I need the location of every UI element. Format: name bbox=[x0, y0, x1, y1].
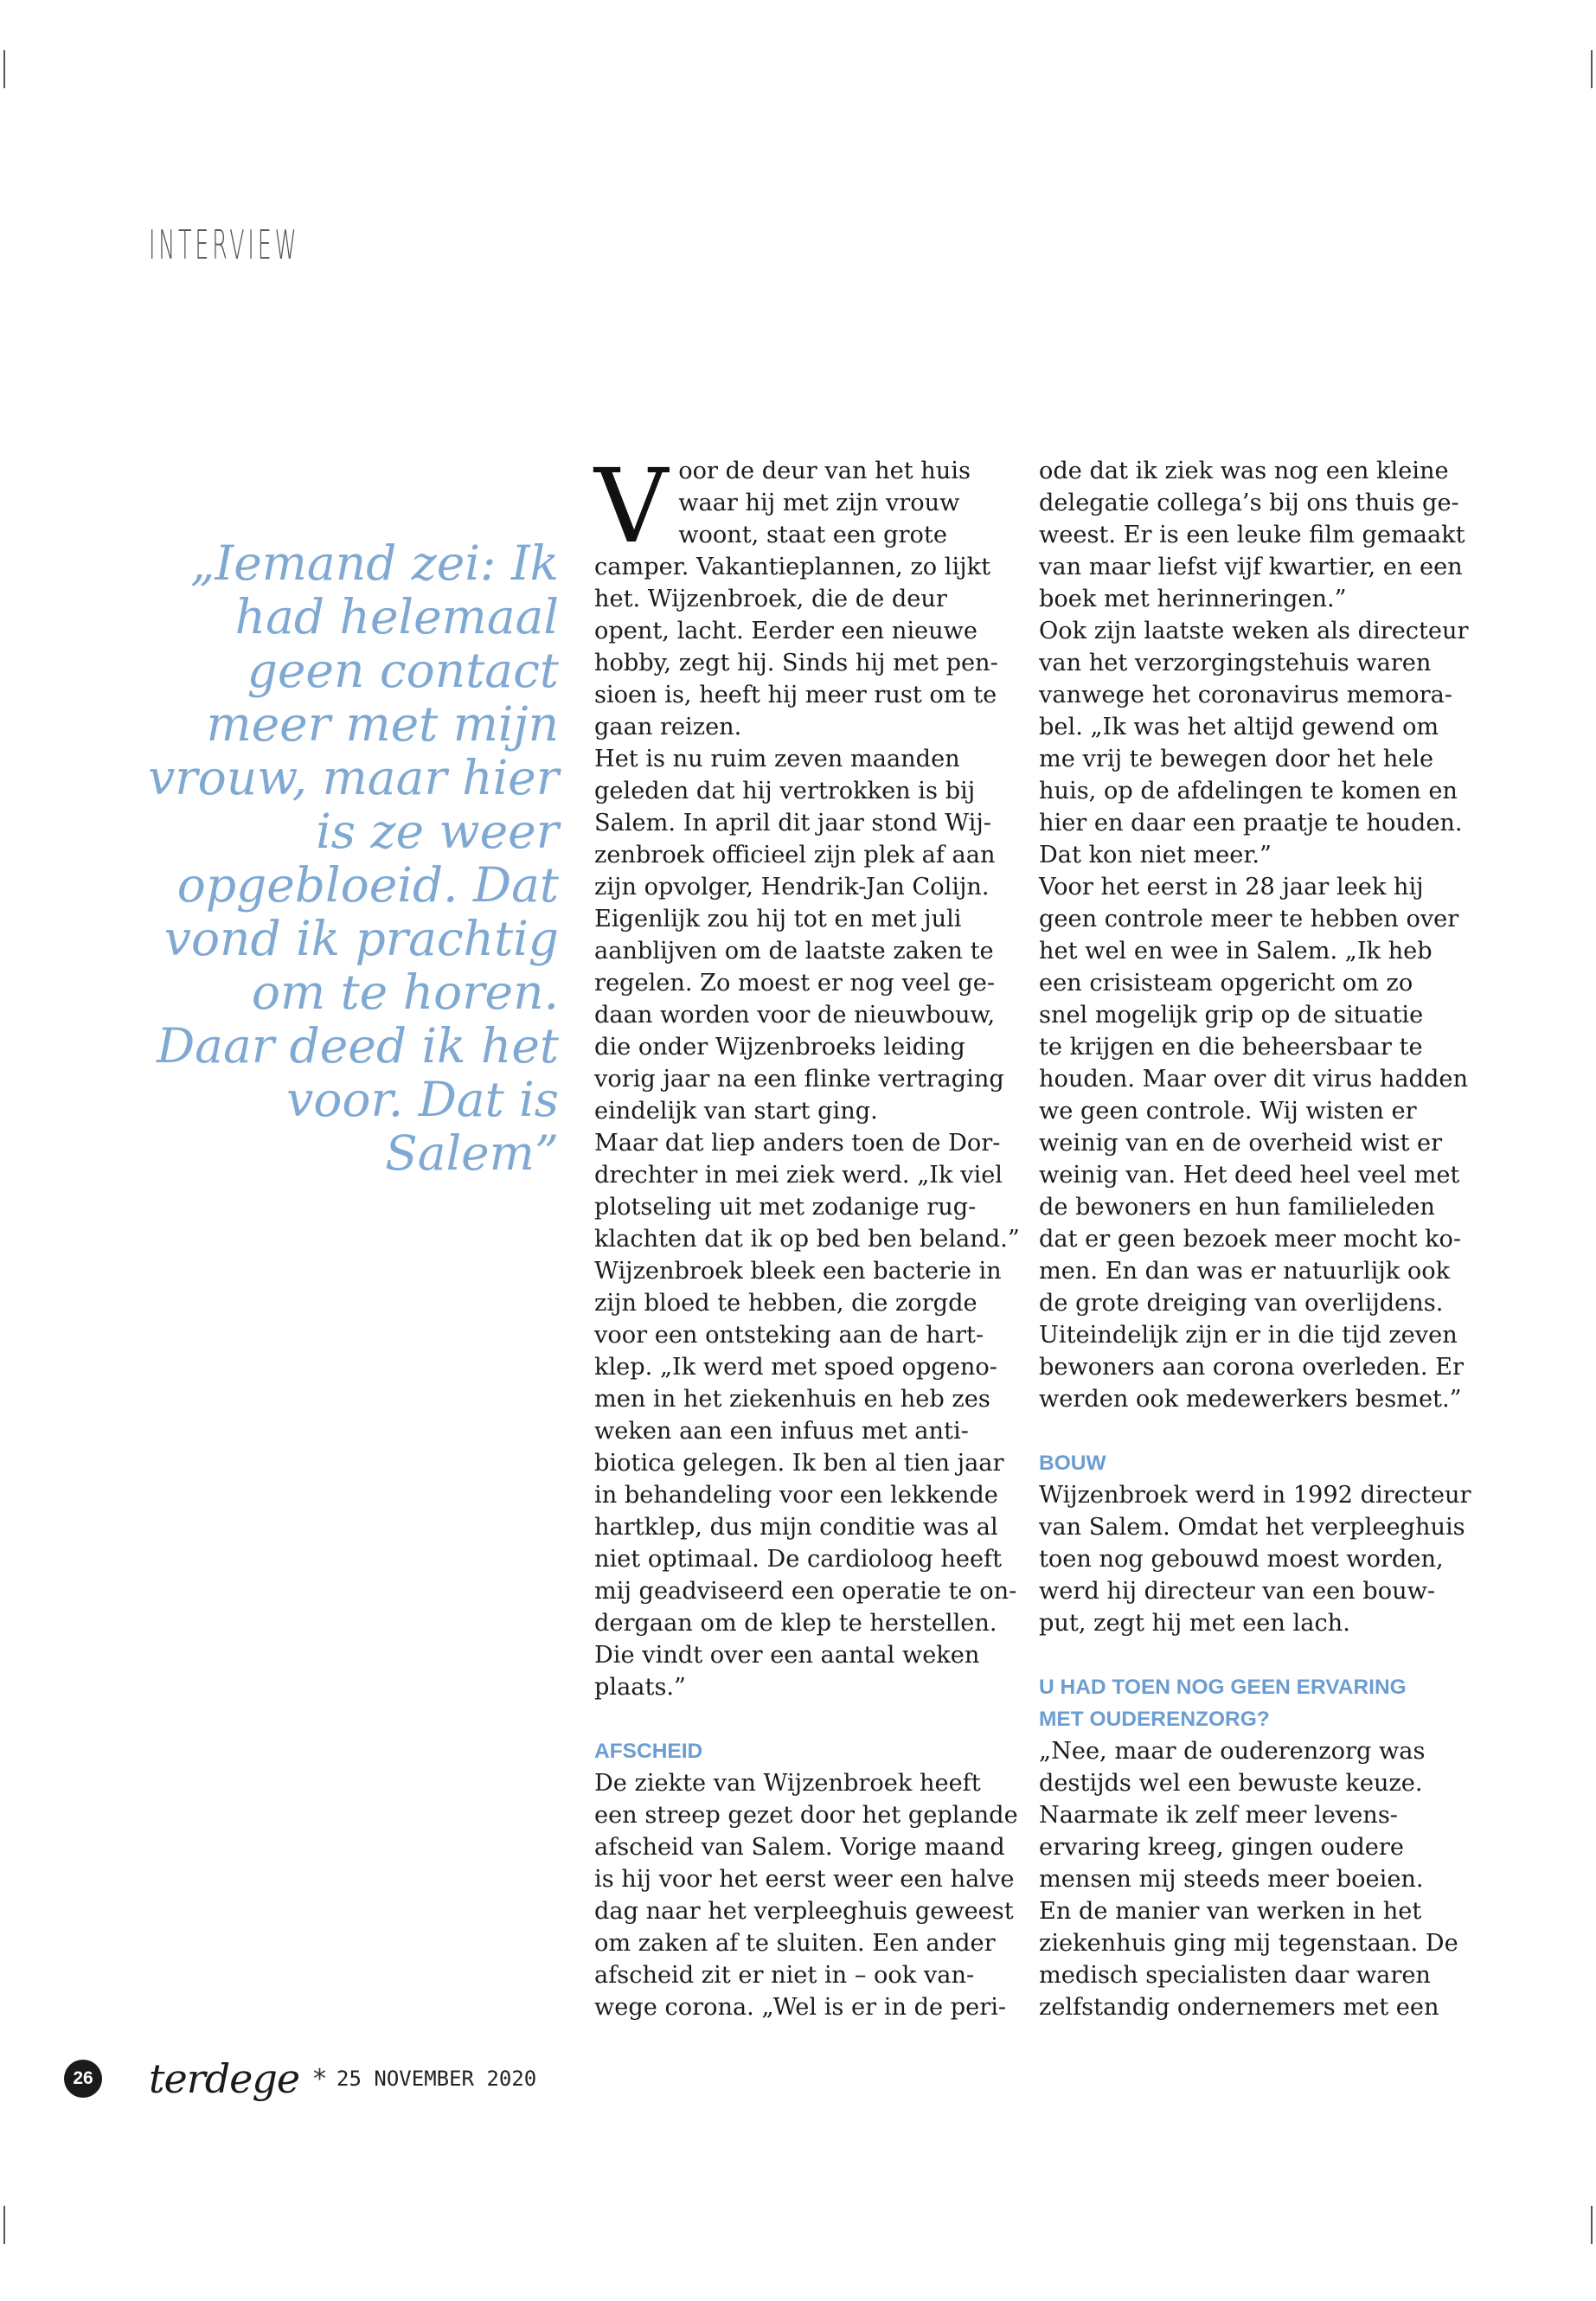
text-line: drechter in mei ziek werd. „Ik viel bbox=[594, 1162, 1003, 1189]
article-column-1 bbox=[594, 446, 1020, 2023]
text-line: mij geadviseerd een operatie te on- bbox=[594, 1578, 1017, 1605]
text-line: wege corona. „Wel is er in de peri- bbox=[594, 1994, 1007, 2021]
text-line: camper. Vakantieplannen, zo lijkt bbox=[594, 554, 991, 580]
page-footer bbox=[64, 2055, 537, 2102]
text-line: snel mogelijk grip op de situatie bbox=[1039, 1002, 1424, 1029]
text-line: bewoners aan corona overleden. Er bbox=[1039, 1354, 1464, 1381]
text-line: Salem. In april dit jaar stond Wij- bbox=[594, 810, 991, 836]
text-line: eindelijk van start ging. bbox=[594, 1098, 878, 1125]
text-line: we geen controle. Wij wisten er bbox=[1039, 1098, 1417, 1125]
text-line: klachten dat ik op bed ben beland.” bbox=[594, 1226, 1020, 1253]
text-line: de grote dreiging van overlijdens. bbox=[1039, 1290, 1444, 1317]
text-line: houden. Maar over dit virus hadden bbox=[1039, 1066, 1468, 1093]
text-line: vorig jaar na een flinke vertraging bbox=[594, 1066, 1004, 1093]
text-line: biotica gelegen. Ik ben al tien jaar bbox=[594, 1450, 1004, 1477]
text-line: MET OUDERENZORG? bbox=[1039, 1708, 1270, 1731]
text-line: Eigenlijk zou hij tot en met juli bbox=[594, 906, 962, 933]
text-line: Ook zijn laatste weken als directeur bbox=[1039, 618, 1469, 644]
text-line: weinig van en de overheid wist er bbox=[1039, 1130, 1443, 1157]
crop-mark-top-left bbox=[3, 50, 5, 88]
text-line: het. Wijzenbroek, die de deur bbox=[594, 586, 947, 612]
text-line: om zaken af te sluiten. Een ander bbox=[594, 1930, 996, 1957]
text-line: oor de deur van het huis bbox=[678, 458, 971, 484]
text-line: put, zegt hij met een lach. bbox=[1039, 1610, 1350, 1637]
text-line: U HAD TOEN NOG GEEN ERVARING bbox=[1039, 1676, 1407, 1699]
body-text-c bbox=[1039, 1735, 1458, 2023]
text-line: hobby, zegt hij. Sinds hij met pen- bbox=[594, 650, 998, 676]
text-line: van maar liefst vijf kwartier, en een bbox=[1039, 554, 1463, 580]
text-line: ziekenhuis ging mij tegenstaan. De bbox=[1039, 1930, 1458, 1957]
body-text-a bbox=[594, 551, 1020, 1703]
text-line: te krijgen en die beheersbaar te bbox=[1039, 1034, 1423, 1061]
text-line: van Salem. Omdat het verpleeghuis bbox=[1039, 1514, 1465, 1541]
text-line: Wijzenbroek bleek een bacterie in bbox=[594, 1258, 1002, 1285]
text-line: waar hij met zijn vrouw bbox=[678, 490, 960, 516]
page-number: 26 bbox=[64, 2060, 102, 2098]
text-line: Voor het eerst in 28 jaar leek hij bbox=[1039, 874, 1424, 901]
crop-mark-bottom-right bbox=[1591, 2206, 1593, 2244]
text-line: Het is nu ruim zeven maanden bbox=[594, 746, 960, 772]
text-line: vanwege het coronavirus memora- bbox=[1039, 682, 1452, 708]
text-line: bel. „Ik was het altijd gewend om bbox=[1039, 714, 1439, 740]
crop-mark-bottom-left bbox=[3, 2206, 5, 2244]
interview-question bbox=[1039, 1671, 1450, 1735]
text-line: ode dat ik ziek was nog een kleine bbox=[1039, 458, 1449, 484]
body-text-a bbox=[1039, 455, 1469, 1415]
text-line: het wel en wee in Salem. „Ik heb bbox=[1039, 938, 1433, 965]
text-line: destijds wel een bewuste keuze. bbox=[1039, 1770, 1423, 1797]
text-line: medisch specialisten daar waren bbox=[1039, 1962, 1431, 1989]
text-line: een crisisteam opgericht om zo bbox=[1039, 970, 1413, 997]
text-line: aanblijven om de laatste zaken te bbox=[594, 938, 994, 965]
text-line: afscheid zit er niet in – ook van- bbox=[594, 1962, 975, 1989]
text-line: dergaan om de klep te herstellen. bbox=[594, 1610, 997, 1637]
text-line: de bewoners en hun familieleden bbox=[1039, 1194, 1435, 1221]
text-line: Maar dat liep anders toen de Dor- bbox=[594, 1130, 1001, 1157]
text-line: in behandeling voor een lekkende bbox=[594, 1482, 998, 1509]
body-text-b bbox=[1039, 1479, 1471, 1639]
text-line: gaan reizen. bbox=[594, 714, 742, 740]
text-line: opent, lacht. Eerder een nieuwe bbox=[594, 618, 977, 644]
text-line: plotseling uit met zodanige rug- bbox=[594, 1194, 977, 1221]
body-text-b bbox=[594, 1767, 1018, 2023]
text-line: daan worden voor de nieuwbouw, bbox=[594, 1002, 996, 1029]
separator-icon: * bbox=[313, 2063, 327, 2094]
text-line: ervaring kreeg, gingen oudere bbox=[1039, 1834, 1404, 1861]
text-line: toen nog gebouwd moest worden, bbox=[1039, 1546, 1444, 1573]
pull-quote: „Iemand zei: Ik had helemaal geen contact meer met mijn vrouw, maar hier is ze weer opgebloeid. Dat vond ik prachtig om te horen. Daar deed ik het voor. Dat is Salem” bbox=[148, 535, 559, 1181]
article-column-2 bbox=[1039, 455, 1471, 2023]
text-line: weest. Er is een leuke film gemaakt bbox=[1039, 522, 1465, 548]
text-line: zelfstandig ondernemers met een bbox=[1039, 1994, 1439, 2021]
text-line: Die vindt over een aantal weken bbox=[594, 1642, 980, 1669]
text-line: Naarmate ik zelf meer levens- bbox=[1039, 1802, 1398, 1829]
issue-date: 25 NOVEMBER 2020 bbox=[337, 2067, 537, 2091]
text-line: werden ook medewerkers besmet.” bbox=[1039, 1386, 1462, 1413]
subheading-bouw: BOUW bbox=[1039, 1452, 1106, 1475]
text-line: hier en daar een praatje te houden. bbox=[1039, 810, 1463, 836]
text-line: geleden dat hij vertrokken is bij bbox=[594, 778, 976, 804]
text-line: sioen is, heeft hij meer rust om te bbox=[594, 682, 997, 708]
text-line: huis, op de afdelingen te komen en bbox=[1039, 778, 1458, 804]
text-line: zijn opvolger, Hendrik-Jan Colijn. bbox=[594, 874, 990, 901]
text-line: weinig van. Het deed heel veel met bbox=[1039, 1162, 1460, 1189]
text-line: dag naar het verpleeghuis geweest bbox=[594, 1898, 1014, 1925]
drop-cap: V bbox=[594, 446, 669, 566]
text-line: De ziekte van Wijzenbroek heeft bbox=[594, 1770, 981, 1797]
text-line: me vrij te bewegen door het hele bbox=[1039, 746, 1434, 772]
text-line: regelen. Zo moest er nog veel ge- bbox=[594, 970, 996, 997]
text-line: Uiteindelijk zijn er in die tijd zeven bbox=[1039, 1322, 1458, 1349]
text-line: men. En dan was er natuurlijk ook bbox=[1039, 1258, 1451, 1285]
text-line: mensen mij steeds meer boeien. bbox=[1039, 1866, 1424, 1893]
text-line: Wijzenbroek werd in 1992 directeur bbox=[1039, 1482, 1471, 1509]
text-line: van het verzorgingstehuis waren bbox=[1039, 650, 1432, 676]
text-line: plaats.” bbox=[594, 1674, 686, 1701]
text-line: voor een ontsteking aan de hart- bbox=[594, 1322, 984, 1349]
text-line: weken aan een infuus met anti- bbox=[594, 1418, 969, 1445]
text-line: dat er geen bezoek meer mocht ko- bbox=[1039, 1226, 1462, 1253]
text-line: geen controle meer te hebben over bbox=[1039, 906, 1459, 933]
text-line: delegatie collega’s bij ons thuis ge- bbox=[1039, 490, 1459, 516]
text-line: afscheid van Salem. Vorige maand bbox=[594, 1834, 1005, 1861]
text-line: die onder Wijzenbroeks leiding bbox=[594, 1034, 965, 1061]
text-line: „Nee, maar de ouderenzorg was bbox=[1039, 1738, 1426, 1765]
magazine-logo: terdege bbox=[149, 2055, 300, 2102]
text-line: werd hij directeur van een bouw- bbox=[1039, 1578, 1436, 1605]
crop-mark-top-right bbox=[1591, 50, 1593, 88]
text-line: zenbroek officieel zijn plek af aan bbox=[594, 842, 996, 868]
text-line: klep. „Ik werd met spoed opgeno- bbox=[594, 1354, 997, 1381]
text-line: En de manier van werken in het bbox=[1039, 1898, 1422, 1925]
text-line: hartklep, dus mijn conditie was al bbox=[594, 1514, 998, 1541]
text-line: zijn bloed te hebben, die zorgde bbox=[594, 1290, 977, 1317]
text-line: een streep gezet door het geplande bbox=[594, 1802, 1018, 1829]
text-line: is hij voor het eerst weer een halve bbox=[594, 1866, 1015, 1893]
text-line: woont, staat een grote bbox=[678, 522, 947, 548]
text-line: niet optimaal. De cardioloog heeft bbox=[594, 1546, 1003, 1573]
subheading-afscheid: AFSCHEID bbox=[594, 1740, 703, 1763]
text-line: boek met herinneringen.” bbox=[1039, 586, 1347, 612]
section-label: INTERVIEW bbox=[149, 221, 300, 268]
text-line: men in het ziekenhuis en heb zes bbox=[594, 1386, 990, 1413]
text-line: Dat kon niet meer.” bbox=[1039, 842, 1272, 868]
